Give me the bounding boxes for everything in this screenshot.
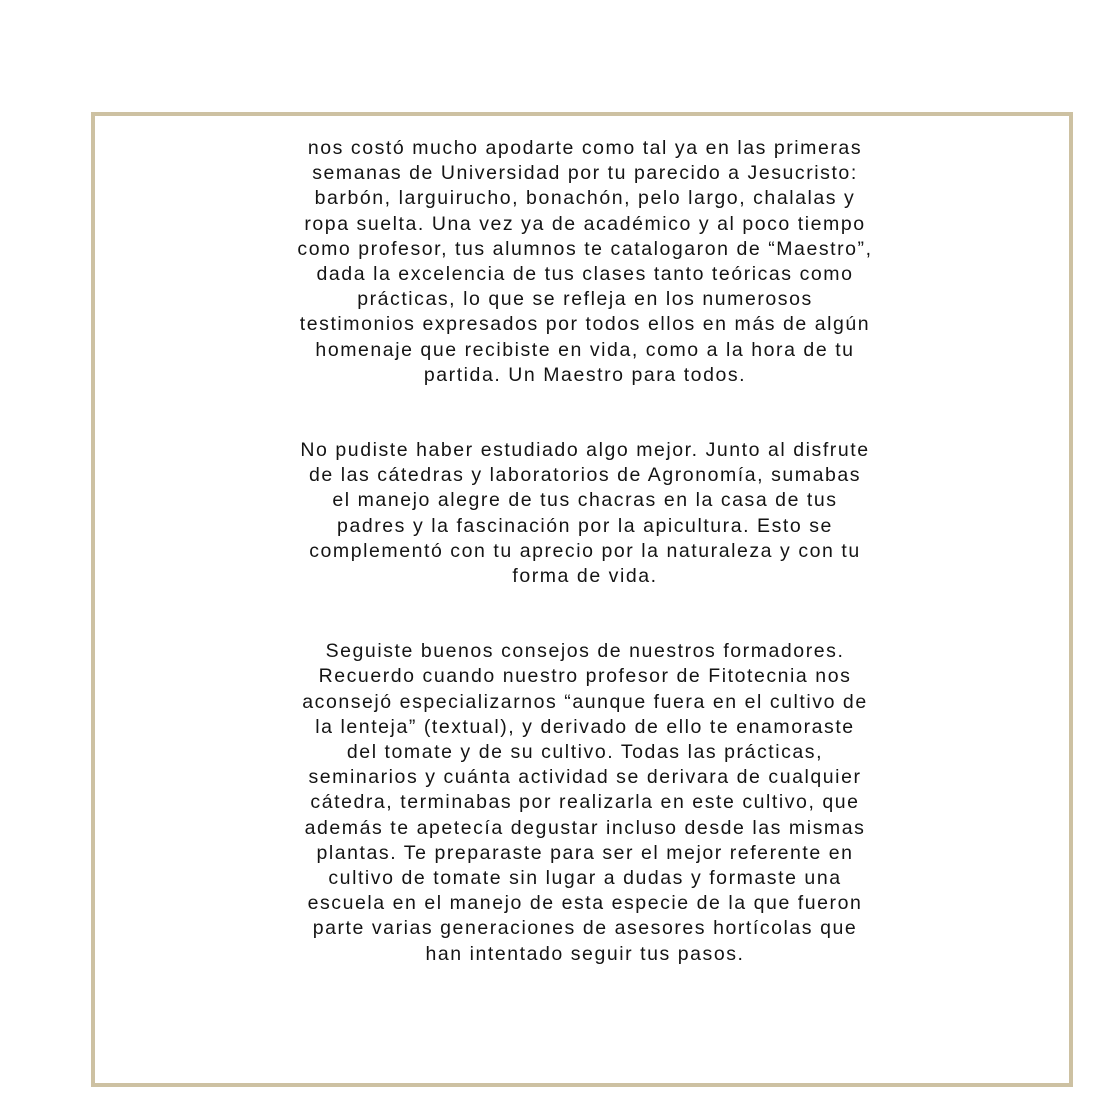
text-line: Recuerdo cuando nuestro profesor de Fitotecnia nos bbox=[318, 665, 852, 688]
text-column bbox=[205, 136, 965, 967]
text-line: prácticas, lo que se refleja en los numerosos bbox=[357, 288, 813, 311]
text-line: aconsejó especializarnos “aunque fuera en el cultivo de bbox=[302, 690, 868, 713]
text-line: han intentado seguir tus pasos. bbox=[425, 942, 745, 965]
text-line: semanas de Universidad por tu parecido a Jesucristo: bbox=[312, 162, 858, 185]
page-frame bbox=[91, 112, 1073, 1087]
text-line: forma de vida. bbox=[512, 565, 658, 588]
text-line: como profesor, tus alumnos te catalogaron de “Maestro”, bbox=[297, 237, 873, 260]
paragraph-3 bbox=[205, 639, 965, 967]
text-line: además te apetecía degustar incluso desde las mismas bbox=[304, 816, 866, 839]
text-line: parte varias generaciones de asesores hortícolas que bbox=[312, 917, 858, 940]
text-line: dada la excelencia de tus clases tanto teóricas como bbox=[316, 263, 854, 286]
text-line: cátedra, terminabas por realizarla en este cultivo, que bbox=[310, 791, 860, 814]
paragraph-2 bbox=[205, 438, 965, 589]
text-line: padres y la fascinación por la apicultura. Esto se bbox=[337, 514, 833, 537]
text-line: barbón, larguirucho, bonachón, pelo largo, chalalas y bbox=[314, 187, 856, 210]
text-line: No pudiste haber estudiado algo mejor. Junto al disfrute bbox=[300, 439, 870, 462]
text-line: el manejo alegre de tus chacras en la casa de tus bbox=[332, 489, 838, 512]
text-line: complementó con tu aprecio por la naturaleza y con tu bbox=[309, 539, 861, 562]
text-line: Seguiste buenos consejos de nuestros formadores. bbox=[325, 640, 845, 663]
paragraph-1 bbox=[205, 136, 965, 388]
text-line: partida. Un Maestro para todos. bbox=[423, 363, 747, 386]
text-line: ropa suelta. Una vez ya de académico y al poco tiempo bbox=[304, 212, 866, 235]
text-line: homenaje que recibiste en vida, como a la hora de tu bbox=[315, 338, 855, 361]
text-line: de las cátedras y laboratorios de Agronomía, sumabas bbox=[308, 464, 862, 487]
text-line: la lenteja” (textual), y derivado de ello te enamoraste bbox=[315, 715, 855, 738]
text-line: cultivo de tomate sin lugar a dudas y formaste una bbox=[328, 867, 842, 890]
text-line: escuela en el manejo de esta especie de la que fueron bbox=[307, 892, 863, 915]
text-line: nos costó mucho apodarte como tal ya en las primeras bbox=[307, 137, 863, 159]
text-line: testimonios expresados por todos ellos en más de algún bbox=[299, 313, 871, 336]
text-line: del tomate y de su cultivo. Todas las prácticas, bbox=[346, 741, 824, 764]
text-line: seminarios y cuánta actividad se derivara de cualquier bbox=[308, 766, 862, 789]
text-line: plantas. Te preparaste para ser el mejor referente en bbox=[316, 841, 854, 864]
